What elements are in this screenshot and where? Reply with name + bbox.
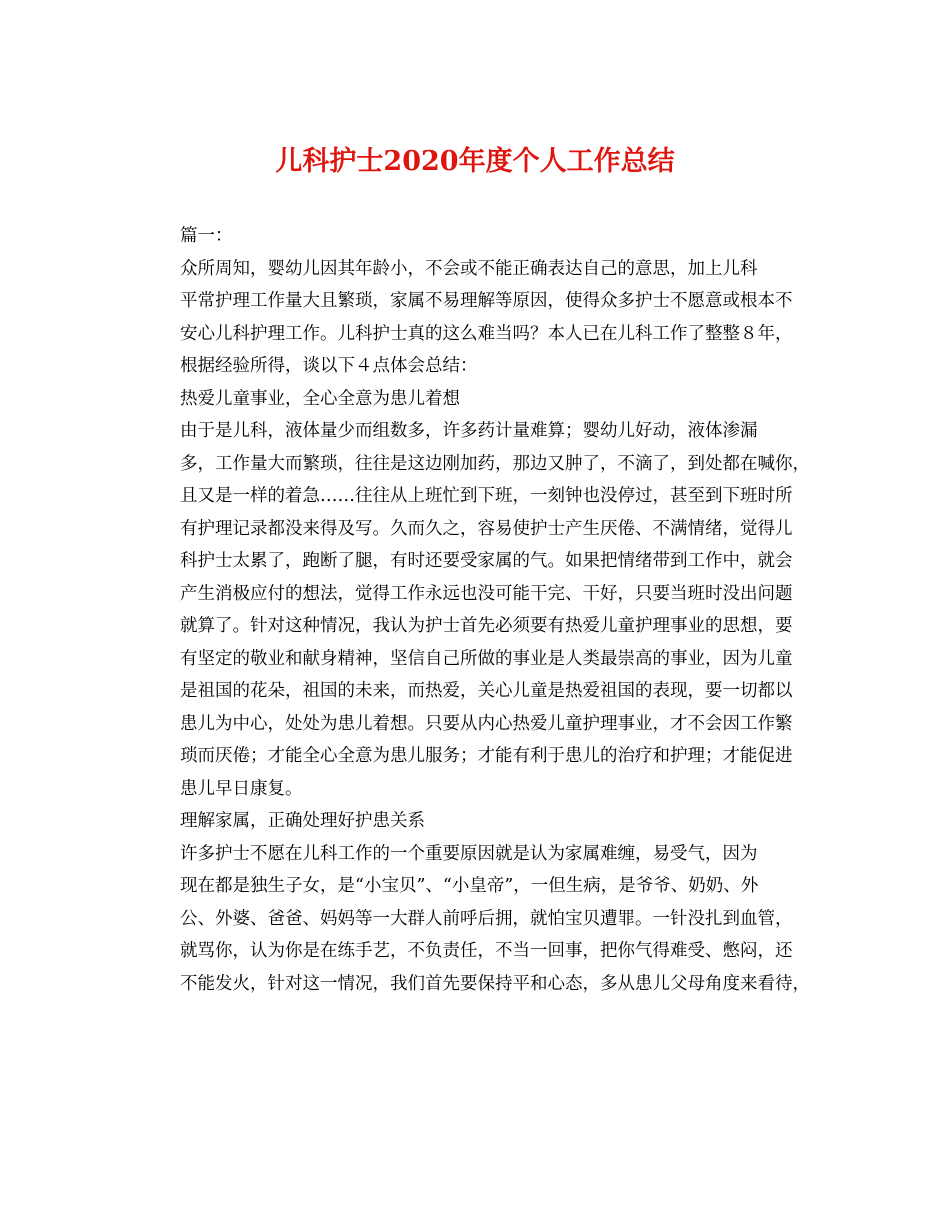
paragraph [145, 220, 805, 253]
paragraph [145, 838, 810, 1001]
paragraph [145, 253, 805, 383]
text-line: 产生消极应付的想法，觉得工作永远也没可能干完、干好，只要当班时没出问题 [180, 583, 793, 604]
text-line: 热爱儿童事业，全心全意为患儿着想 [180, 388, 460, 409]
text-line: 琐而厌倦；才能全心全意为患儿服务；才能有利于患儿的治疗和护理；才能促进 [180, 746, 793, 766]
text-line: 理解家属，正确处理好护患关系 [180, 811, 425, 831]
text-line: 是祖国的花朵，祖国的未来，而热爱，关心儿童是热爱祖国的表现，要一切都以 [180, 681, 793, 701]
text-line: 患儿早日康复。 [180, 778, 303, 799]
text-line: 科护士太累了，跑断了腿，有时还要受家属的气。如果把情绪带到工作中，就会 [180, 551, 793, 571]
text-line: 且又是一样的着急……往往从上班忙到下班，一刻钟也没停过，甚至到下班时所 [180, 486, 793, 506]
text-line: 就骂你，认为你是在练手艺，不负责任，不当一回事，把你气得难受、憋闷，还 [180, 941, 793, 961]
text-line: 就算了。针对这种情况，我认为护士首先必须要有热爱儿童护理事业的思想，要 [180, 616, 793, 636]
paragraph [145, 383, 805, 416]
text-line: 由于是儿科，液体量少而组数多，许多药计量难算；婴幼儿好动，液体渗漏 [180, 421, 758, 441]
text-line: 安心儿科护理工作。儿科护士真的这么难当吗？本人已在儿科工作了整整８年， [180, 323, 793, 344]
text-line: 有护理记录都没来得及写。久而久之，容易使护士产生厌倦、不满情绪，觉得儿 [180, 518, 793, 539]
text-line: 公、外婆、爸爸、妈妈等一大群人前呼后拥，就怕宝贝遭罪。一针没扎到血管， [180, 908, 793, 929]
text-line: 平常护理工作量大且繁琐，家属不易理解等原因，使得众多护士不愿意或根本不 [180, 291, 793, 311]
document-body [145, 220, 810, 1000]
text-line: 不能发火，针对这一情况，我们首先要保持平和心态，多从患儿父母角度来看待， [180, 973, 810, 994]
text-line: 现在都是独生子女，是“小宝贝”、“小皇帝”，一但生病，是爷爷、奶奶、外 [180, 876, 759, 896]
text-line: 篇一： [180, 226, 233, 246]
text-line: 众所周知，婴幼儿因其年龄小，不会或不能正确表达自己的意思，加上儿科 [180, 258, 758, 279]
text-line: 有坚定的敬业和献身精神，坚信自己所做的事业是人类最崇高的事业，因为儿童 [180, 648, 793, 669]
paragraph [145, 415, 810, 805]
text-line: 许多护士不愿在儿科工作的一个重要原因就是认为家属难缠，易受气，因为 [180, 843, 758, 864]
paragraph [145, 805, 805, 838]
text-line: 多，工作量大而繁琐，往往是这边刚加药，那边又肿了，不滴了，到处都在喊你， [180, 453, 810, 474]
text-line: 患儿为中心，处处为患儿着想。只要从内心热爱儿童护理事业，才不会因工作繁 [180, 713, 793, 734]
document-title: 儿科护士2020年度个人工作总结 [275, 146, 675, 177]
text-line: 根据经验所得，谈以下４点体会总结： [180, 356, 478, 376]
